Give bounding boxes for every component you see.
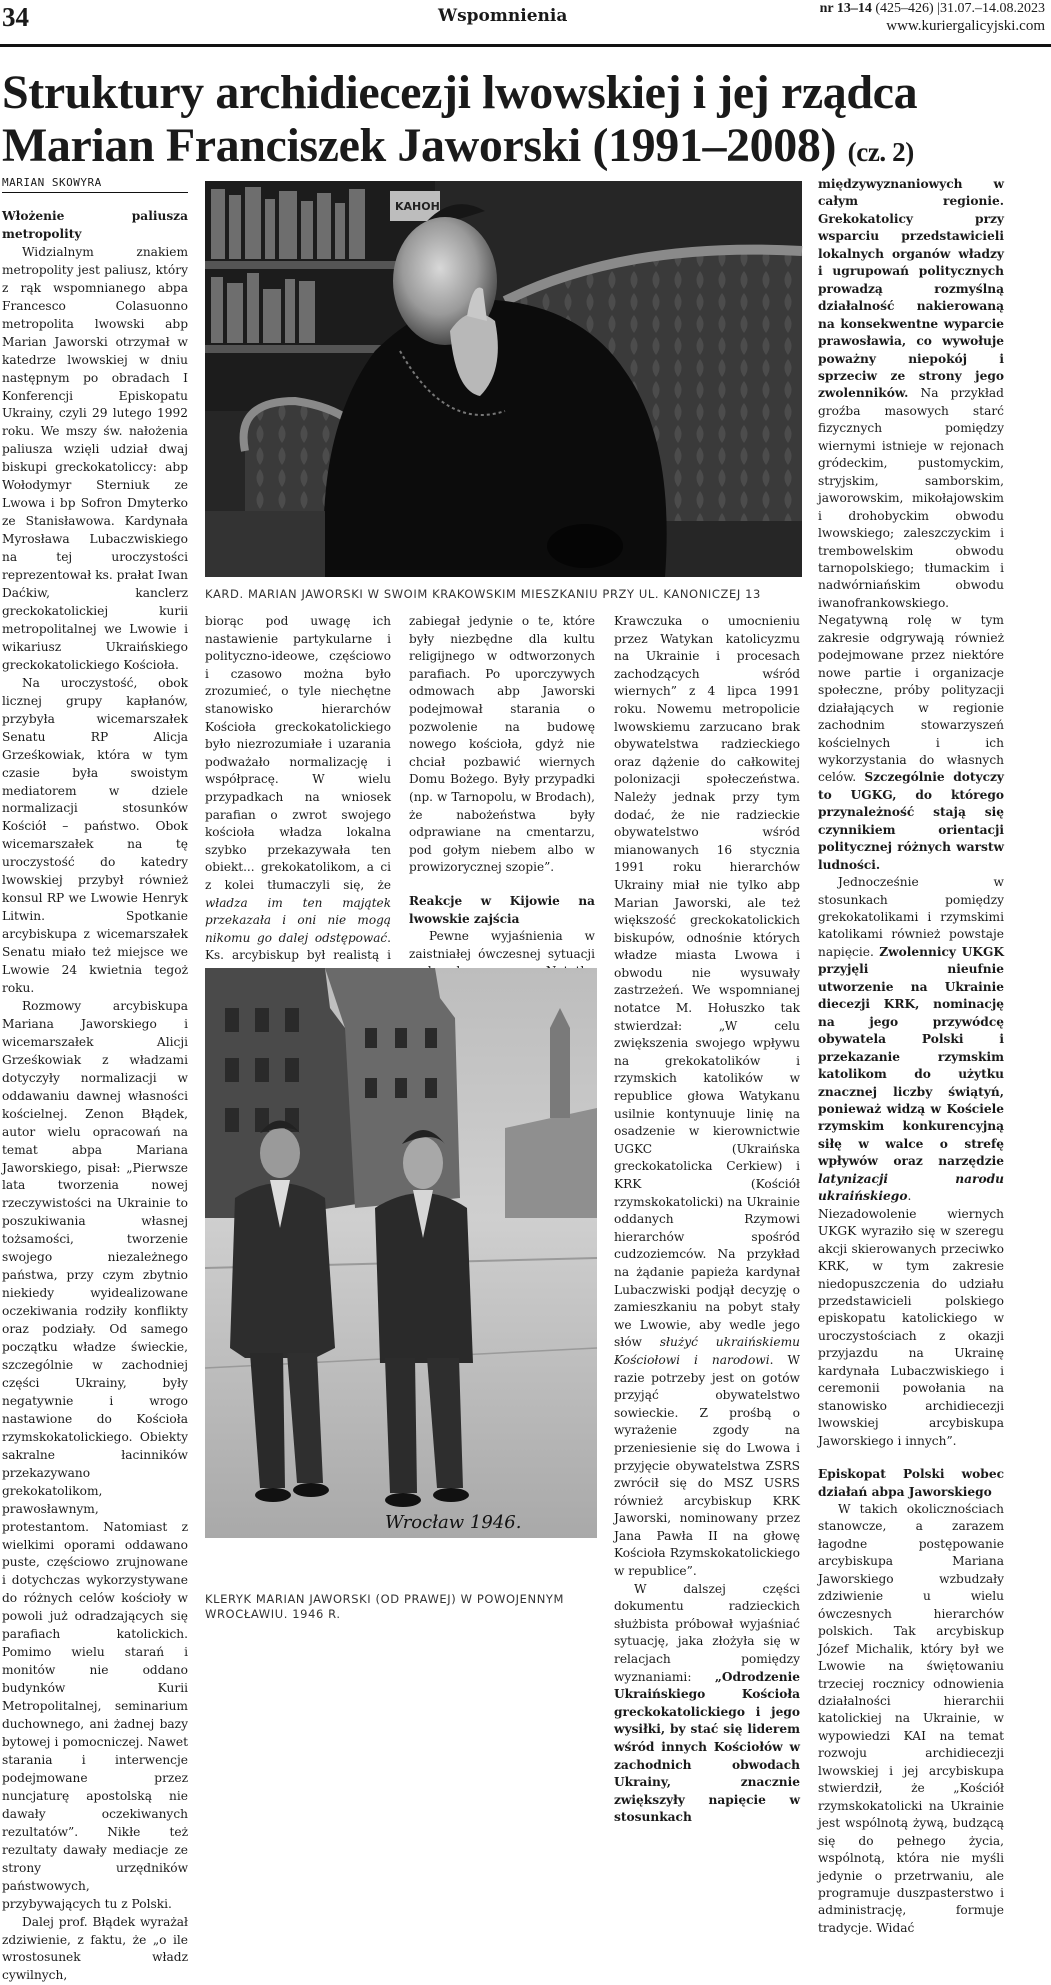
- bold-quote: Zwolennicy UKGK przyjęli nieufnie utworzenie na Ukrainie diecezji KRK, nominację na jego przywódcę obywatela Polski i przekazanie rzymskim katolikom do użytku znacznej liczby świątyń, ponieważ widzą w Kościele rzymskim konkurencyjną siłę w walce o strefę wpływów oraz narzędzie: [818, 944, 1004, 1169]
- bold-quote: „Odrodzenie Ukraińskiego Kościoła greckokatolickiego i jego wysiłki, by stać się liderem wśród innych Kościołów w zachodnich obwodach Ukrainy, znacznie zwiększyły napięcie w stosunkach: [614, 1669, 800, 1825]
- subheading-pallium: Włożenie paliusza metropolity: [2, 209, 188, 241]
- paragraph: Krawczuka o umocnieniu przez Watykan katolicyzmu na Ukrainie i procesach zachodzących wśród wiernych” z 4 lipca 1991 roku. Nowemu metropolicie lwowskiemu zarzucano brak obywatelstwa radzieckiego oraz dążenie do całkowitej polonizacji społeczeństwa. Należy jednak przy tym dodać, że nie radzieckie obywatelstwo wśród mianowanych 16 stycznia 1991 roku hierarchów Ukrainy miał nie tylko abp Marian Jaworski, ale też większość greckokatolickich biskupów, odnośnie których władze miasta Lwowa i obwodu nie wysuwały zastrzeżeń. We wspomnianej notatce M. Hołuszko tak stwierdzał: „W celu zwiększenia swojego wpływu na grekokatolików i rzymskich katolików w republice głowa Watykanu usilnie kontynuuje linię na osadzenie w kierownictwie UGKC (Ukraińska greckokatolicka Cerkiew) i KRK (Kościół rzymskokatolicki) na Ukrainie oddanych Rzymowi hierarchów spośród cudzoziemców. Na przykład na żądanie papieża kardynał Lubaczwiski podjął decyzję o zamieszkaniu na pobyt stały we Lwowie, aby wedle jego słów służyć ukraińskiemu Kościołowi i narodowi. W razie potrzeby jest on gotów przyjąć obywatelstwo sowieckie. Z prośbą o wyrażenie zgody na przeniesienie się do Lwowa i przyjęcie obywatelstwa ZSRS zwrócił się do MSZ USRS również arcybiskup KRK Jaworski, nominowany przez Jana Pawła II na głowę Kościoła Rzymskokatolickiego w republice”.: [614, 614, 800, 1579]
- paragraph: zabiegał jedynie o te, które były niezbędne dla kultu religijnego w odtworzonych parafiach. Po uporczywych odmowach abp Jaworski podejmował starania o pozwolenie na budowę nowego kościoła, gdyż nie chciał pozbawić wiernych Domu Bożego. Były przypadki (np. w Tarnopolu, w Brodach), że nabożeństwa były odprawiane na cmentarzu, pod gołym niebem albo w prowizorycznej szopie”.: [409, 614, 595, 875]
- photo-2-caption-line-2: WROCŁAWIU. 1946 R.: [205, 1607, 341, 1621]
- text-column-1: [2, 208, 188, 1983]
- title-part: (cz. 2): [847, 137, 914, 167]
- paragraph: Na uroczystość, obok licznej grupy kapłanów, przybyła wicemarszałek Senatu RP Alicja Grześkowiak, która w tym czasie była swoistym mediatorem w dziele normalizacji stosunków Kościół – państwo. Obok wicemarszałek na tę uroczystość do katedry lwowskiej przybył również konsul RP we Lwowie Henryk Litwin. Spotkanie arcybiskupa z wicemarszałek Senatu miało też miejsce we Lwowie 24 kwietnia tegoż roku.: [2, 675, 188, 995]
- issue-dates: (425–426) |31.07.–14.08.2023: [871, 1, 1045, 16]
- issue-number: nr 13–14: [819, 1, 872, 16]
- text-column-2: [205, 613, 391, 963]
- text-column-3: [409, 613, 595, 961]
- photo-2-caption-line-1: KLERYK MARIAN JAWORSKI (OD PRAWEJ) W POWOJENNYM: [205, 1592, 565, 1606]
- paragraph: biorąc pod uwagę ich nastawienie partykularne i polityczno-ideowe, częściowo i czasowo można było zrozumieć, o tyle niechętne stanowisko hierarchów Kościoła greckokatolickiego było niezrozumiałe i uzarania podważało normalizację i współpracę. W wielu przypadkach na wniosek parafian o zwrot swojego kościoła władza lokalna szybko przekazywała ten obiekt... grekokatolikom, a ci z kolei tłumaczyli się, że władza im ten majątek przekazała i oni nie mogą nikomu go dalej odstępować. Ks. arcybiskup był realistą i: [205, 614, 391, 963]
- photo-cardinal-image: [205, 181, 802, 577]
- subheading-episcopate: Episkopat Polski wobec działań abpa Jaworskiego: [818, 1467, 1004, 1499]
- photo-wroclaw-image: [205, 968, 597, 1538]
- paragraph: Dalej prof. Błądek wyrażał zdziwienie, z faktu, że „o ile wrostosunek władz cywilnych,: [2, 1914, 188, 1983]
- title-line-1: Struktury archidiecezji lwowskiej i jej rządca: [2, 66, 918, 119]
- title-line-2: Marian Franciszek Jaworski (1991–2008): [2, 119, 837, 172]
- paragraph: Rozmowy arcybiskupa Mariana Jaworskiego i wicemarszałek Alicji Grześkowiak z władzami dotyczyły normalizacji w oddawaniu dawnej własności kościelnej. Zenon Błądek, autor wielu opracowań na temat abpa Mariana Jaworskiego, pisał: „Pierwsze lata tworzenia nowej rzeczywistości na Ukrainie to poszukiwania własnej tożsamości, tworzenie swojego niezależnego państwa, przy czym zbytnio niekiedy wyidealizowane oczekiwania rodziły konflikty oraz podziały. Od samego początku władze świeckie, szczególnie w zachodniej części Ukrainy, były negatywnie i wrogo nastawione do Kościoła rzymskokatolickiego. Obiekty sakralne łacinników przekazywano grekokatolikom, prawosławnym, protestantom. Natomiast z wielkimi oporami oddawano puste, częściowo zrujnowane i dotychczas wykorzystywane do różnych celów kościoły w powoli już odradzających się parafiach katolickich. Pomimo wielu starań i monitów nie oddano budynków Kurii Metropolitalnej, seminarium duchownego, ani żadnej bazy bytowej i pomocniczej. Nawet starania i interwencje podejmowane przez nuncjaturę apostolską nie dawały oczekiwanych rezultatów”. Nikłe też rezultaty dawały mediacje ze strony urzędników państwowych, przybywających tu z Polski.: [2, 998, 188, 1911]
- paragraph: Widzialnym znakiem metropolity jest paliusz, który z rąk wspomnianego abpa Francesco Colasuonno metropolita lwowski abp Marian Jaworski otrzymał w katedrze lwowskiej w dniu następnym po obradach I Konferencji Episkopatu Ukrainy, czyli 29 lutego 1992 roku. We mszy św. nałożenia paliusza wzięli udział dwaj biskupi greckokatoliccy: abp Wołodymyr Sterniuk ze Lwowa i bp Sofron Dmyterko ze Stanisławowa. Kardynała Myrosława Lubaczwiskiego na tej uroczystości reprezentował ks. prałat Iwan Daćkiw, kanclerz greckokatolickiej kurii metropolitalnej we Lwowie i wikariusz Ukraińskiego greckokatolickiego Kościoła.: [2, 244, 188, 672]
- text-column-5: [818, 176, 1004, 1935]
- page-number: 34: [2, 2, 29, 32]
- issue-info: [820, 0, 1045, 17]
- bold-italic-quote: latynizacji narodu ukraińskiego: [818, 1171, 1004, 1204]
- text-column-4: [614, 613, 800, 1825]
- author-byline: MARIAN SKOWYRA: [2, 176, 188, 193]
- bold-quote: Szczególnie dotyczy to UGKG, do którego przynależność stają się czynnikiem orientacji politycznej różnych warstw ludności.: [818, 770, 1004, 872]
- article-title: [2, 66, 917, 179]
- italic-quote: służyć ukraińskiemu Kościołowi i narodowi: [614, 1335, 800, 1367]
- paragraph: międzywyznaniowych w całym regionie. Grekokatolicy przy wsparciu przedstawicieli lokalnych organów władzy i ugrupowań politycznych prowadzą rozmyślną działalność nakierowaną na konsekwentne wyparcie prawosławia, co wywołuje poważny niepokój i sprzeciw ze strony jego zwolenników. Na przykład groźba masowych starć fizycznych pomiędzy wiernymi istnieje w rejonach gródeckim, pustomyckim, stryjskim, samborskim, jaworowskim, mikołajowskim i drohobyckim obwodu lwowskiego; zaleszczyckim i trembowelskim obwodu tarnopolskiego; tłumackim i nadwórniańskim obwodu iwanofrankowskiego. Negatywną rolę w tym zakresie odgrywają również podejmowane przez niektóre nowe partie i organizacje społeczne, próby polityzacji działających w regionie zachodnim stowarzyszeń kościelnych i ich wykorzystania do własnych celów. Szczególnie dotyczy to UGKG, do którego przynależność stają się czynnikiem orientacji politycznej różnych warstw ludności.: [818, 177, 1004, 872]
- photo-1-caption: KARD. MARIAN JAWORSKI W SWOIM KRAKOWSKIM MIESZKANIU PRZY UL. KANONICZEJ 13: [205, 587, 761, 601]
- paragraph: W takich okolicznościach stanowcze, a zarazem łagodne postępowanie arcybiskupa Mariana Jaworskiego wzbudzały zdziwienie u wielu ówczesnych hierarchów polskich. Tak arcybiskup Józef Michalik, który był we Lwowie na świętowaniu trzeciej rocznicy odnowienia działalności hierarchii katolickiej na Ukrainie, w wypowiedzi KAI na temat rozwoju archidiecezji lwowskiej i jej arcybiskupa stwierdził, że „Kościół rzymskokatolicki na Ukrainie jest wspólnotą żywą, budzącą się do pełnego życia, wspólnotą, która nie myśli jedynie o przetrwaniu, ale programuje duszpasterstwo i administrację, formuje tradycje. Widać: [818, 1501, 1004, 1935]
- photo-cardinal-jaworski: [205, 181, 802, 577]
- paragraph: W dalszej części dokumentu radzieckich służbista próbował wyjaśniać sytuację, jaka złożyła się w relacjach pomiędzy wyznaniami: „Odrodzenie Ukraińskiego Kościoła greckokatolickiego i jego wysiłki, by stać się liderem wśród innych Kościołów w zachodnich obwodach Ukrainy, znacznie zwiększyły napięcie w stosunkach: [614, 1581, 800, 1825]
- paragraph: Pewne wyjaśnienia w zaistniałej ówczesnej sytuacji: [409, 929, 595, 961]
- book-spine-text: KAHOH: [395, 200, 440, 213]
- page-header: [0, 0, 1051, 47]
- subheading-kiev: Reakcje w Kijowie na lwowskie zajścia: [409, 893, 595, 926]
- photo-2-caption: [205, 1592, 597, 1622]
- paragraph: Jednocześnie w stosunkach pomiędzy grekokatolikami i rzymskimi katolikami również powstaje napięcie. Zwolennicy UKGK przyjęli nieufnie utworzenie na Ukrainie diecezji KRK, nominację na jego przywódcę obywatela Polski i przekazanie rzymskim katolikom do użytku znacznej liczby świątyń, ponieważ widzą w Kościele rzymskim konkurencyjną siłę w walce o strefę wpływów oraz narzędzie latynizacji narodu ukraińskiego. Niezadowolenie wiernych UKGK wyraziło się w szeregu akcji skierowanych przeciwko KRK, w tym zakresie niedopuszczenia do udziału przedstawicieli polskiego episkopatu katolickiego w uroczystościach z okazji przyjazdu na Ukrainę kardynała Lubaczwiskiego i ceremonii powołania na stanowisko archidiecezji lwowskiej arcybiskupa Jaworskiego i innych”.: [818, 875, 1004, 1448]
- bold-quote: międzywyznaniowych w całym regionie. Grekokatolicy przy wsparciu przedstawicieli lokalnych organów władzy i ugrupowań politycznych prowadzą rozmyślną działalność nakierowaną na konsekwentne wyparcie prawosławia, co wywołuje poważny niepokój i sprzeciw ze strony jego zwolenników.: [818, 177, 1004, 401]
- section-title: Wspomnienia: [438, 6, 568, 26]
- photo-wroclaw-1946: [205, 968, 597, 1538]
- italic-quote: władza im ten majątek przekazała i oni nie mogą nikomu go dalej odstępować: [205, 895, 391, 945]
- photo-handwriting: Wrocław 1946.: [385, 1512, 522, 1533]
- website-url: www.kuriergalicyjski.com: [886, 18, 1045, 34]
